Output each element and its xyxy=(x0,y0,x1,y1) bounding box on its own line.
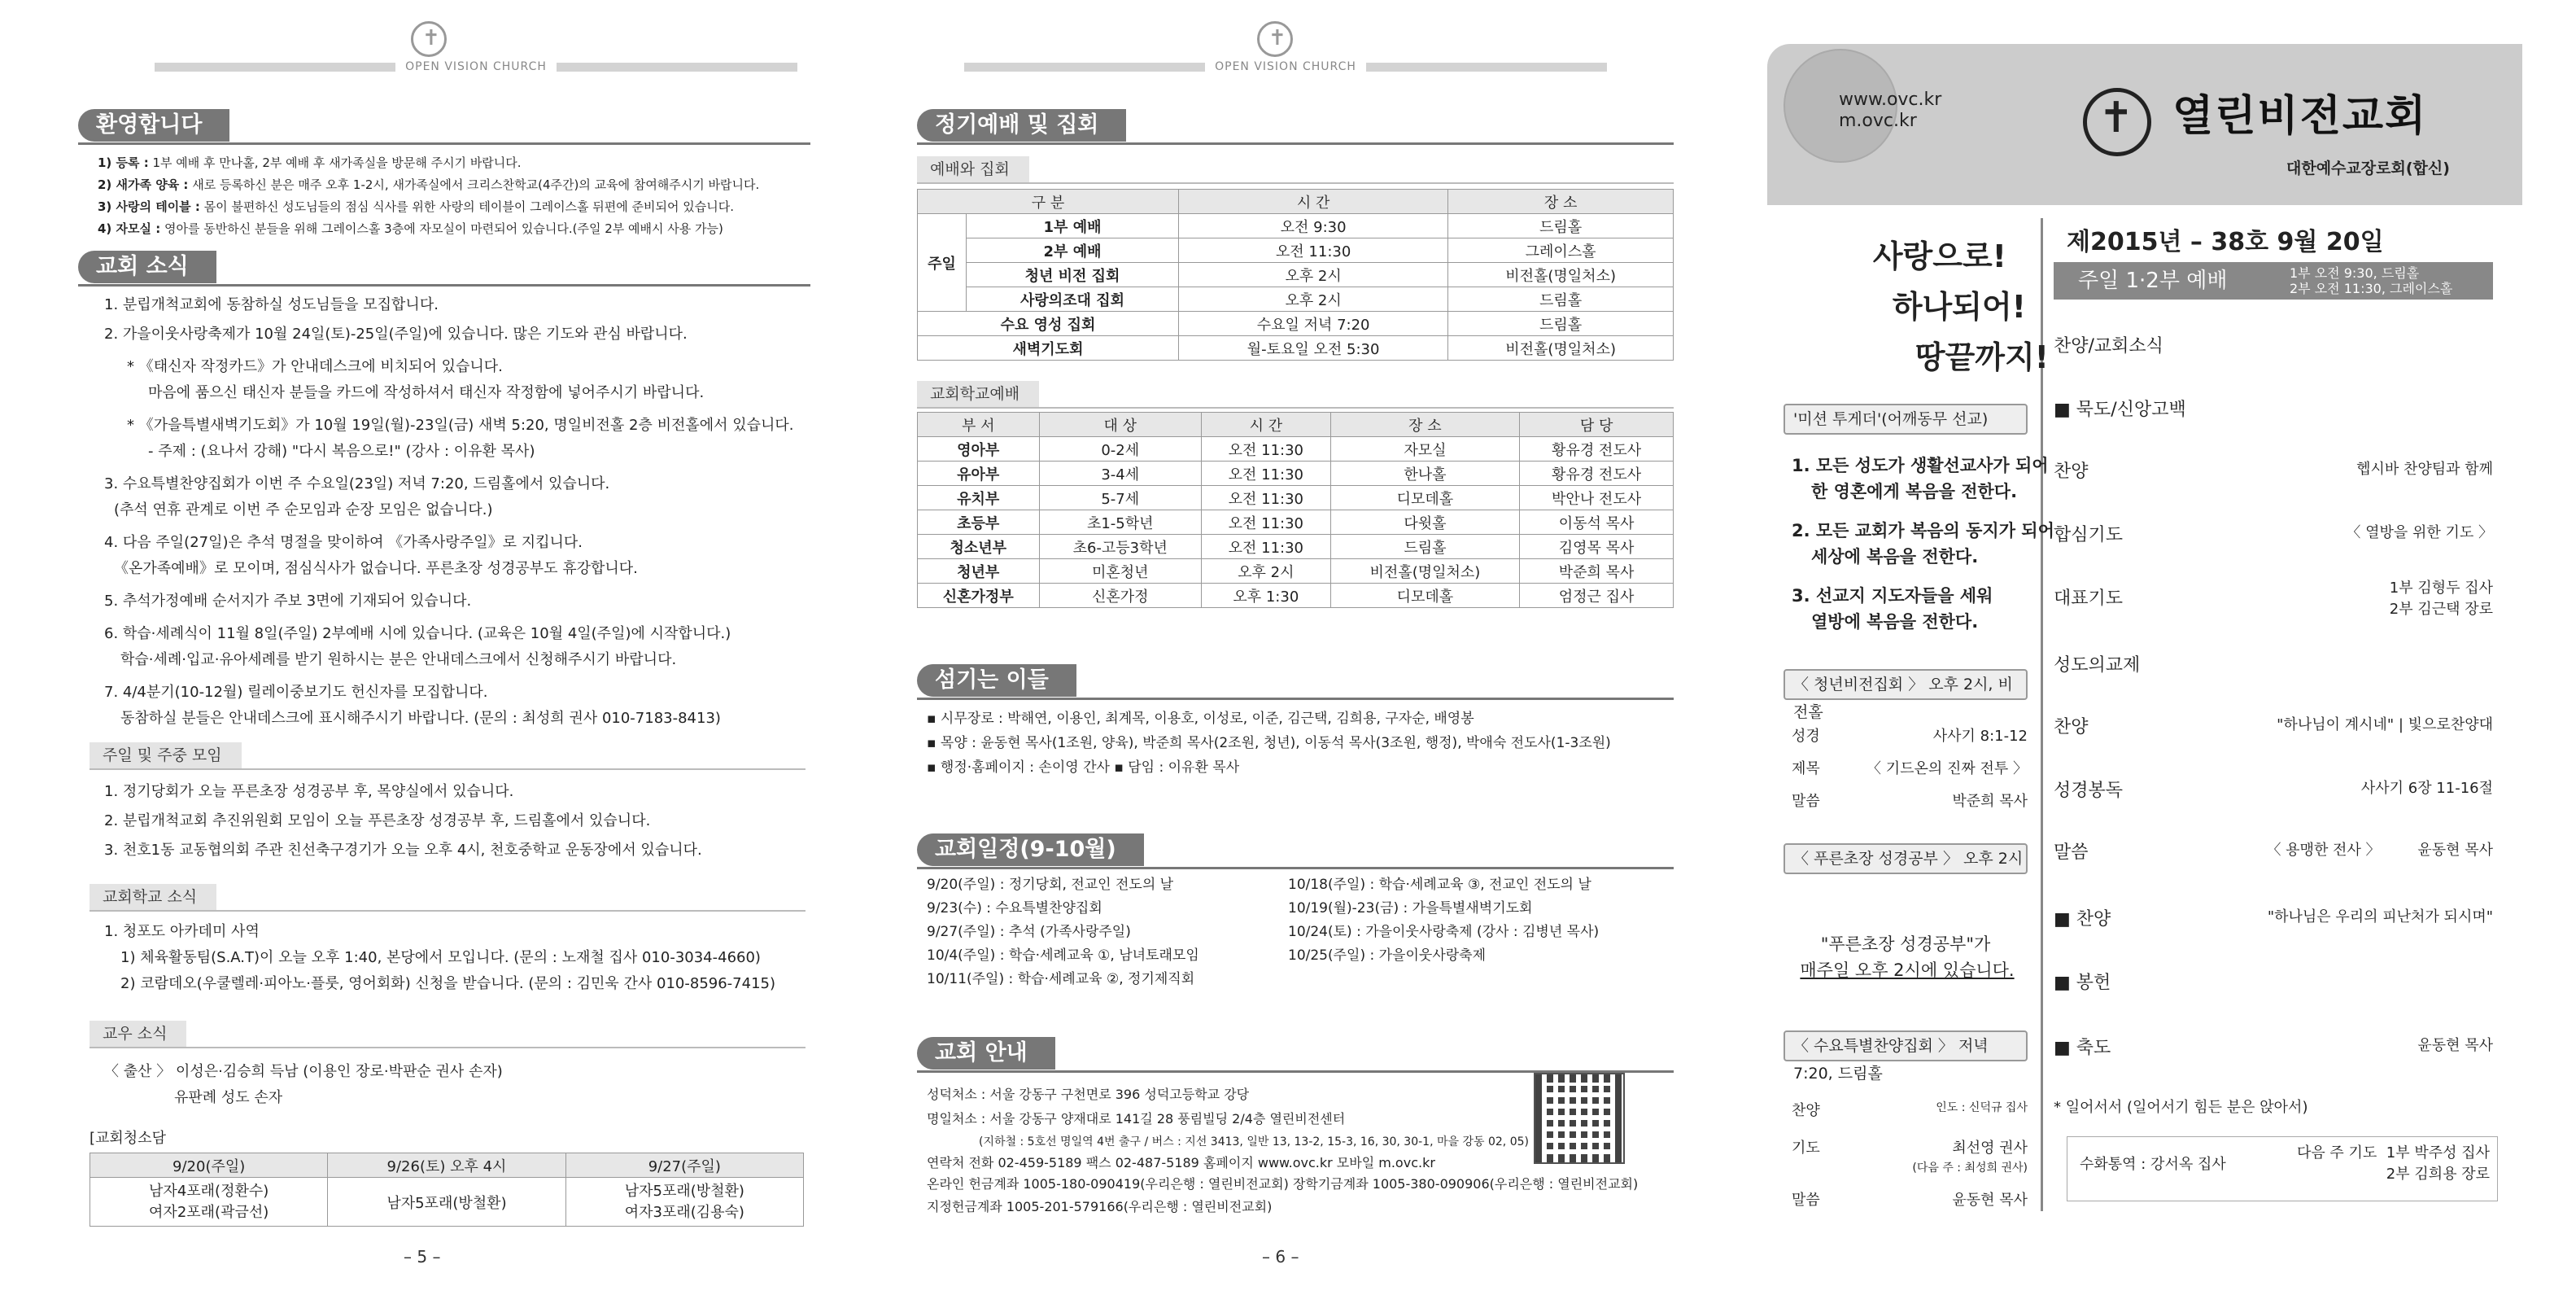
order-label: 찬양 xyxy=(2054,462,2089,482)
guide-item: 온라인 헌금계좌 1005-180-090419(우리은행 : 열린비전교회) 장학기금계좌 1005-380-090906(우리은행 : 열린비전교회) xyxy=(927,1176,1639,1192)
section-welcome xyxy=(78,109,810,145)
order-label: ■ 묵도/신앙고백 xyxy=(2054,400,2186,420)
worship-cell: 1부 예배 xyxy=(967,214,1179,238)
denomination: 대한예수교장로회(합신) xyxy=(2286,160,2450,177)
school-cell: 초1-5학년 xyxy=(1039,510,1201,535)
youth-label: 성경 xyxy=(1792,728,1820,745)
worship-cell: 비전홀(명일처소) xyxy=(1448,336,1674,361)
news-item: 6. 학습·세례식이 11월 8일(주일) 2부예배 시에 있습니다. (교육은 10월 4일(주일)에 시작합니다.) xyxy=(104,625,731,642)
subsection-school-worship xyxy=(917,381,1674,409)
school-cell: 청년부 xyxy=(918,559,1040,584)
header-text: OPEN VISION CHURCH xyxy=(405,60,547,73)
bible-text-2: 매주일 오후 2시에 있습니다. xyxy=(1800,960,2015,980)
church-name: 열린비전교회 xyxy=(2172,92,2428,141)
school-cell: 신혼가정부 xyxy=(918,584,1040,608)
page-5 xyxy=(0,0,858,1295)
guide-item: 지정헌금계좌 1005-201-579166(우리은행 : 열린비전교회) xyxy=(927,1199,1273,1214)
school-cell: 디모데홀 xyxy=(1330,486,1519,510)
service-title: 주일 1·2부 예배 xyxy=(2078,269,2228,293)
order-value: 사사기 6장 11-16절 xyxy=(2360,780,2493,797)
issue-date: 제2015년 – 38호 9월 20일 xyxy=(2067,228,2384,256)
guide-item: (지하철 : 5호선 명일역 4번 출구 / 버스 : 지선 3413, 일반 13, 13-2, 15-3, 16, 30, 30-1, 마을 강동 02, 05) xyxy=(979,1135,1529,1148)
subsection-meetings xyxy=(90,742,806,770)
usher: 수화통역 : 강서옥 집사 xyxy=(2080,1156,2226,1173)
order-item xyxy=(2054,1034,2493,1074)
school-cell: 한나홀 xyxy=(1330,462,1519,486)
school-head: 시 간 xyxy=(1201,413,1330,437)
youth-box: 〈 청년비전집회 〉 오후 2시, 비전홀 xyxy=(1784,669,2028,700)
worship-cell: 드림홀 xyxy=(1448,312,1674,336)
school-cell: 오전 11:30 xyxy=(1201,437,1330,462)
school-cell: 디모데홀 xyxy=(1330,584,1519,608)
worship-head: 구 분 xyxy=(918,190,1179,214)
cleaning-cell: 남자5포래(방철환) 여자3포래(김용숙) xyxy=(565,1178,803,1227)
order-item xyxy=(2054,651,2493,692)
section-servants xyxy=(917,664,1674,700)
worship-cell: 수요일 저녁 7:20 xyxy=(1179,312,1448,336)
worship-cell: 오전 11:30 xyxy=(1179,238,1448,263)
youth-value: 〈 기드온의 진짜 전투 〉 xyxy=(1867,760,2028,777)
school-cell: 초6-고등3학년 xyxy=(1039,535,1201,559)
youth-label: 말씀 xyxy=(1792,793,1820,810)
bible-box: 〈 푸른초장 성경공부 〉 오후 2시 xyxy=(1784,843,2028,874)
welcome-item xyxy=(98,175,759,195)
wed-value: 인도 : 신덕규 집사 xyxy=(1936,1101,2028,1114)
subsection-members xyxy=(90,1021,806,1048)
cleaning-table xyxy=(90,1153,804,1227)
school-cell: 영아부 xyxy=(918,437,1040,462)
worship-cell: 오후 2시 xyxy=(1179,287,1448,312)
schedule-item: 10/18(주일) : 학습·세례교육 ③, 전교인 전도의 날 xyxy=(1288,877,1591,893)
school-head: 담 당 xyxy=(1520,413,1674,437)
news-item: (추석 연휴 관계로 이번 주 순모임과 순장 모임은 없습니다.) xyxy=(114,501,493,518)
subsection-title: 교회학교예배 xyxy=(917,381,1039,407)
order-item xyxy=(2054,713,2493,754)
order-item xyxy=(2054,332,2493,373)
worship-cell: 사랑의조대 집회 xyxy=(967,287,1179,312)
section-title: 정기예배 및 집회 xyxy=(917,109,1126,142)
news-item: 《온가족예배》로 모이며, 점심식사가 없습니다. 푸른초장 성경공부도 휴강합니다. xyxy=(114,560,638,577)
cleaning-head: 9/20(주일) xyxy=(90,1153,328,1178)
member-news-1: 〈 출산 〉 이성은·김승희 득남 (이용인 장로·박판순 권사 손자) xyxy=(104,1063,503,1080)
bible-text-1: "푸른초장 성경공부"가 xyxy=(1820,934,1991,954)
header-text: OPEN VISION CHURCH xyxy=(1215,60,1356,73)
servant-item: ▪ 시무장로 : 박해연, 이용인, 최계목, 이용호, 이성로, 이준, 김근택, 김희용, 구자순, 배영봉 xyxy=(927,711,1474,727)
servant-item: ▪ 행정·홈페이지 : 손이영 간사 ▪ 담임 : 이유환 목사 xyxy=(927,759,1240,776)
worship-head: 장 소 xyxy=(1448,190,1674,214)
worship-cell: 드림홀 xyxy=(1448,214,1674,238)
service-header xyxy=(2054,262,2493,300)
schedule-item: 10/25(주일) : 가을이웃사랑축제 xyxy=(1288,947,1487,964)
school-cell: 이동석 목사 xyxy=(1520,510,1674,535)
website-url xyxy=(1839,90,1941,132)
mission-item: 열방에 복음을 전한다. xyxy=(1811,612,1979,632)
order-item xyxy=(2054,905,2493,946)
worship-cell: 그레이스홀 xyxy=(1448,238,1674,263)
order-value: 윤동현 목사 xyxy=(2417,1037,2493,1054)
page-number: – 6 – xyxy=(1262,1247,1299,1267)
section-title: 섬기는 이들 xyxy=(917,664,1076,697)
section-worship xyxy=(917,109,1674,145)
news-item: 마음에 품으신 태신자 분들을 카드에 작성하셔서 태신자 작정함에 넣어주시기 바랍니다. xyxy=(148,384,705,401)
guide-item: 성덕처소 : 서울 강동구 구천면로 396 성덕고등학교 강당 xyxy=(927,1087,1250,1102)
school-head: 대 상 xyxy=(1039,413,1201,437)
subsection-title: 교회학교 소식 xyxy=(90,884,216,910)
welcome-key: 3) 사랑의 테이블 : xyxy=(98,199,200,214)
schedule-item: 9/20(주일) : 정기당회, 전교인 전도의 날 xyxy=(927,877,1174,893)
school-item: 1) 체육활동팀(S.A.T)이 오늘 오후 1:40, 본당에서 모입니다. (문의 : 노재철 집사 010-3034-4660) xyxy=(120,949,761,966)
school-cell: 오전 11:30 xyxy=(1201,510,1330,535)
news-item: 2. 가을이웃사랑축제가 10월 24일(토)-25일(주일)에 있습니다. 많은 기도와 관심 바랍니다. xyxy=(104,326,688,343)
school-cell: 오전 11:30 xyxy=(1201,462,1330,486)
service-time-1: 1부 오전 9:30, 드림홀 xyxy=(2290,265,2420,281)
cleaning-head: 9/26(토) 오후 4시 xyxy=(328,1153,565,1178)
url-web: www.ovc.kr xyxy=(1839,90,1942,110)
order-item xyxy=(2054,396,2493,436)
mission-item: 3. 선교지 지도자들을 세워 xyxy=(1792,586,1993,606)
school-cell: 유아부 xyxy=(918,462,1040,486)
news-item: 7. 4/4분기(10-12월) 릴레이중보기도 헌신자를 모집합니다. xyxy=(104,684,488,701)
cleaning-head: 9/27(주일) xyxy=(565,1153,803,1178)
school-cell: 오전 11:30 xyxy=(1201,486,1330,510)
worship-cell: 월-토요일 오전 5:30 xyxy=(1179,336,1448,361)
youth-value: 박준희 목사 xyxy=(1952,793,2028,810)
section-title: 교회 소식 xyxy=(78,251,216,283)
order-item xyxy=(2054,838,2493,879)
mission-item: 1. 모든 성도가 생활선교사가 되어 xyxy=(1792,456,2049,475)
order-label: ■ 찬양 xyxy=(2054,909,2111,930)
order-value: "하나님이 계시네" | 빛으로찬양대 xyxy=(2277,716,2493,733)
worship-cell: 비전홀(명일처소) xyxy=(1448,263,1674,287)
subsection-worship xyxy=(917,156,1674,184)
youth-label: 제목 xyxy=(1792,760,1820,777)
order-label: 찬양/교회소식 xyxy=(2054,336,2163,357)
motto-2: 하나되어! xyxy=(1892,289,2026,325)
wednesday-box: 〈 수요특별찬양집회 〉 저녁 7:20, 드림홀 xyxy=(1784,1030,2028,1061)
mission-item: 세상에 복음을 전한다. xyxy=(1811,547,1979,567)
wed-value: 최선영 권사 xyxy=(1952,1140,2028,1157)
page-header xyxy=(155,62,797,72)
order-item xyxy=(2054,969,2493,1009)
page-6 xyxy=(858,0,1717,1295)
school-cell: 황유경 전도사 xyxy=(1520,437,1674,462)
schedule-item: 10/19(월)-23(금) : 가을특별새벽기도회 xyxy=(1288,900,1533,917)
welcome-item xyxy=(98,153,522,173)
meeting-item: 2. 분립개척교회 추진위원회 모임이 오늘 푸른초장 성경공부 후, 드림홀에서 있습니다. xyxy=(104,812,651,829)
worship-cell: 드림홀 xyxy=(1448,287,1674,312)
schedule-item: 10/24(토) : 가을이웃사랑축제 (강사 : 김병년 목사) xyxy=(1288,924,1600,940)
welcome-key: 2) 새가족 양육 : xyxy=(98,177,189,192)
church-logo-icon xyxy=(411,21,447,57)
order-label: 찬양 xyxy=(2054,717,2089,737)
section-guide xyxy=(917,1037,1674,1073)
school-cell: 오후 2시 xyxy=(1201,559,1330,584)
cleaning-title: [교회청소담 xyxy=(90,1130,166,1147)
order-value: 〈 용맹한 전사 〉 윤동현 목사 xyxy=(2266,842,2493,859)
page-cover xyxy=(1717,0,2576,1295)
schedule-item: 10/4(주일) : 학습·세례교육 ①, 남녀토래모임 xyxy=(927,947,1199,964)
order-label: 성경봉독 xyxy=(2054,781,2124,801)
order-value: 1부 김형두 집사 2부 김근택 장로 xyxy=(2389,580,2493,618)
wed-label: 찬양 xyxy=(1792,1102,1820,1119)
page-number: – 5 – xyxy=(404,1247,441,1267)
welcome-value: 새로 등록하신 분은 매주 오후 1-2시, 새가족실에서 크리스찬학교(4주간)의 교육에 참여해주시기 바랍니다. xyxy=(192,177,760,192)
cleaning-cell: 남자5포래(방철환) xyxy=(328,1178,565,1227)
welcome-key: 1) 등록 : xyxy=(98,155,149,170)
meeting-item: 1. 정기당회가 오늘 푸른초장 성경공부 후, 목양실에서 있습니다. xyxy=(104,783,514,800)
school-cell: 황유경 전도사 xyxy=(1520,462,1674,486)
school-cell: 3-4세 xyxy=(1039,462,1201,486)
order-item xyxy=(2054,580,2493,625)
school-cell: 박안나 전도사 xyxy=(1520,486,1674,510)
school-cell: 엄정근 집사 xyxy=(1520,584,1674,608)
worship-cell: 새벽기도회 xyxy=(918,336,1179,361)
order-label: 성도의교제 xyxy=(2054,655,2141,676)
school-worship-table xyxy=(917,412,1674,608)
worship-group: 주일 xyxy=(918,214,967,312)
school-cell: 드림홀 xyxy=(1330,535,1519,559)
youth-value: 사사기 8:1-12 xyxy=(1932,728,2028,745)
page-header xyxy=(964,62,1607,72)
school-cell: 신혼가정 xyxy=(1039,584,1201,608)
wed-label: 말씀 xyxy=(1792,1192,1820,1209)
motto-3: 땅끝까지! xyxy=(1915,339,2049,375)
school-cell: 오후 1:30 xyxy=(1201,584,1330,608)
order-item xyxy=(2054,521,2493,562)
order-label: 말씀 xyxy=(2054,842,2089,863)
order-item xyxy=(2054,777,2493,817)
welcome-item xyxy=(98,219,723,239)
subsection-school xyxy=(90,884,806,912)
news-item: 3. 수요특별찬양집회가 이번 주 수요일(23일) 저녁 7:20, 드림홀에서 있습니다. xyxy=(104,475,610,492)
news-item: * 《가을특별새벽기도회》가 10월 19일(월)-23일(금) 새벽 5:20, 명일비전홀 2층 비전홀에서 있습니다. xyxy=(127,417,794,434)
church-logo-icon xyxy=(1257,21,1293,57)
church-logo-icon xyxy=(2083,88,2151,156)
servant-item: ▪ 목양 : 윤동현 목사(1조원, 양육), 박준희 목사(2조원, 청년), 이동석 목사(3조원, 행정), 박애숙 전도사(1-3조원) xyxy=(927,735,1611,751)
guide-item: 연락처 전화 02-459-5189 팩스 02-487-5189 홈페이지 www.ovc.kr 모바일 m.ovc.kr xyxy=(927,1155,1435,1170)
section-news xyxy=(78,251,810,287)
order-label: 대표기도 xyxy=(2054,588,2124,609)
welcome-item xyxy=(98,197,734,217)
schedule-item: 9/23(수) : 수요특별찬양집회 xyxy=(927,900,1102,917)
school-cell: 청소년부 xyxy=(918,535,1040,559)
meeting-item: 3. 천호1동 교동협의회 주관 친선축구경기가 오늘 오후 4시, 천호중학교 운동장에서 있습니다. xyxy=(104,842,702,859)
mission-item: 한 영혼에게 복음을 전한다. xyxy=(1811,482,2018,501)
news-item: 학습·세례·입교·유아세례를 받기 원하시는 분은 안내데스크에서 신청해주시기 바랍니다. xyxy=(120,651,677,668)
news-item: - 주제 : (요나서 강해) "다시 복음으로!" (강사 : 이유환 목사) xyxy=(148,443,535,460)
school-head: 장 소 xyxy=(1330,413,1519,437)
mission-item: 2. 모든 교회가 복음의 동지가 되어 xyxy=(1792,521,2054,540)
service-times xyxy=(2290,265,2452,296)
worship-cell: 오전 9:30 xyxy=(1179,214,1448,238)
school-item: 1. 청포도 아카데미 사역 xyxy=(104,923,260,940)
next-prayer: 다음 주 기도 1부 박주성 집사 2부 김희용 장로 xyxy=(2296,1144,2490,1183)
schedule-item: 9/27(주일) : 추석 (가족사랑주일) xyxy=(927,924,1131,940)
news-item: 동참하실 분들은 안내데스크에 표시해주시기 바랍니다. (문의 : 최성희 권사 010-7183-8413) xyxy=(120,710,721,727)
section-title: 환영합니다 xyxy=(78,109,229,142)
order-label: 합심기도 xyxy=(2054,525,2124,545)
welcome-value: 몸이 불편하신 성도님들의 점심 식사를 위한 사랑의 테이블이 그레이스홀 뒤편에 준비되어 있습니다. xyxy=(203,199,734,214)
worship-cell: 2부 예배 xyxy=(967,238,1179,263)
order-label: ■ 봉헌 xyxy=(2054,973,2111,993)
order-item xyxy=(2054,1096,2493,1136)
welcome-value: 1부 예배 후 만나홀, 2부 예배 후 새가족실을 방문해 주시기 바랍니다. xyxy=(152,155,522,170)
news-item: 5. 추석가정예배 순서지가 주보 3면에 기재되어 있습니다. xyxy=(104,593,472,610)
wed-value: 윤동현 목사 xyxy=(1952,1192,2028,1209)
school-cell: 초등부 xyxy=(918,510,1040,535)
service-time-2: 2부 오전 11:30, 그레이스홀 xyxy=(2290,281,2453,296)
school-cell: 오전 11:30 xyxy=(1201,535,1330,559)
section-title: 교회 안내 xyxy=(917,1037,1055,1070)
motto-1: 사랑으로! xyxy=(1872,238,2006,274)
url-mobile: m.ovc.kr xyxy=(1839,111,1917,131)
school-cell: 미혼청년 xyxy=(1039,559,1201,584)
school-cell: 김영목 목사 xyxy=(1520,535,1674,559)
wed-label: 기도 xyxy=(1792,1140,1820,1157)
cleaning-cell: 남자4포래(정환수) 여자2포래(곽금선) xyxy=(90,1178,328,1227)
news-item: * 《태신자 작정카드》가 안내데스크에 비치되어 있습니다. xyxy=(127,358,503,375)
worship-cell: 수요 영성 집회 xyxy=(918,312,1179,336)
welcome-key: 4) 자모실 : xyxy=(98,221,161,236)
school-cell: 다윗홀 xyxy=(1330,510,1519,535)
worship-head: 시 간 xyxy=(1179,190,1448,214)
schedule-item: 10/11(주일) : 학습·세례교육 ②, 정기제직회 xyxy=(927,971,1195,987)
worship-cell: 오후 2시 xyxy=(1179,263,1448,287)
subsection-title: 예배와 집회 xyxy=(917,156,1029,182)
order-label: * 일어서서 (일어서기 힘든 분은 앉아서) xyxy=(2054,1099,2308,1116)
subsection-title: 주일 및 주중 모임 xyxy=(90,742,242,768)
school-cell: 박준희 목사 xyxy=(1520,559,1674,584)
subsection-title: 교우 소식 xyxy=(90,1021,186,1047)
member-news-2: 유판례 성도 손자 xyxy=(174,1089,283,1106)
section-schedule xyxy=(917,833,1674,869)
worship-table xyxy=(917,189,1674,361)
order-label: ■ 축도 xyxy=(2054,1038,2111,1058)
order-item xyxy=(2054,457,2493,498)
news-item: 4. 다음 주일(27일)은 추석 명절을 맞이하여 《가족사랑주일》로 지킵니다. xyxy=(104,534,583,551)
school-cell: 자모실 xyxy=(1330,437,1519,462)
section-title: 교회일정(9-10월) xyxy=(917,833,1144,866)
order-value: 헵시바 찬양팀과 함께 xyxy=(2356,461,2493,478)
school-cell: 0-2세 xyxy=(1039,437,1201,462)
school-cell: 5-7세 xyxy=(1039,486,1201,510)
worship-cell: 청년 비전 집회 xyxy=(967,263,1179,287)
mission-box: '미션 투게더'(어깨동무 선교) xyxy=(1784,404,2028,435)
school-cell: 비전홀(명일처소) xyxy=(1330,559,1519,584)
welcome-value: 영아를 동반하신 분들을 위해 그레이스홀 3층에 자모실이 마련되어 있습니다.(주일 2부 예배시 사용 가능) xyxy=(164,221,723,236)
school-cell: 유치부 xyxy=(918,486,1040,510)
guide-item: 명일처소 : 서울 강동구 양재대로 141길 28 풍림빌딩 2/4층 열린비전센터 xyxy=(927,1111,1346,1127)
order-value: 〈 열방을 위한 기도 〉 xyxy=(2346,524,2493,541)
order-value: "하나님은 우리의 피난처가 되시며" xyxy=(2267,908,2493,925)
news-item: 1. 분립개척교회에 동참하실 성도님들을 모집합니다. xyxy=(104,296,439,313)
wed-value: (다음 주 : 최성희 권사) xyxy=(1912,1162,2028,1175)
school-head: 부 서 xyxy=(918,413,1040,437)
school-item: 2) 코람데오(우쿨렐레·피아노·플룻, 영어회화) 신청을 받습니다. (문의 : 김민욱 간사 010-8596-7415) xyxy=(120,975,775,992)
qr-code-icon xyxy=(1534,1073,1625,1164)
